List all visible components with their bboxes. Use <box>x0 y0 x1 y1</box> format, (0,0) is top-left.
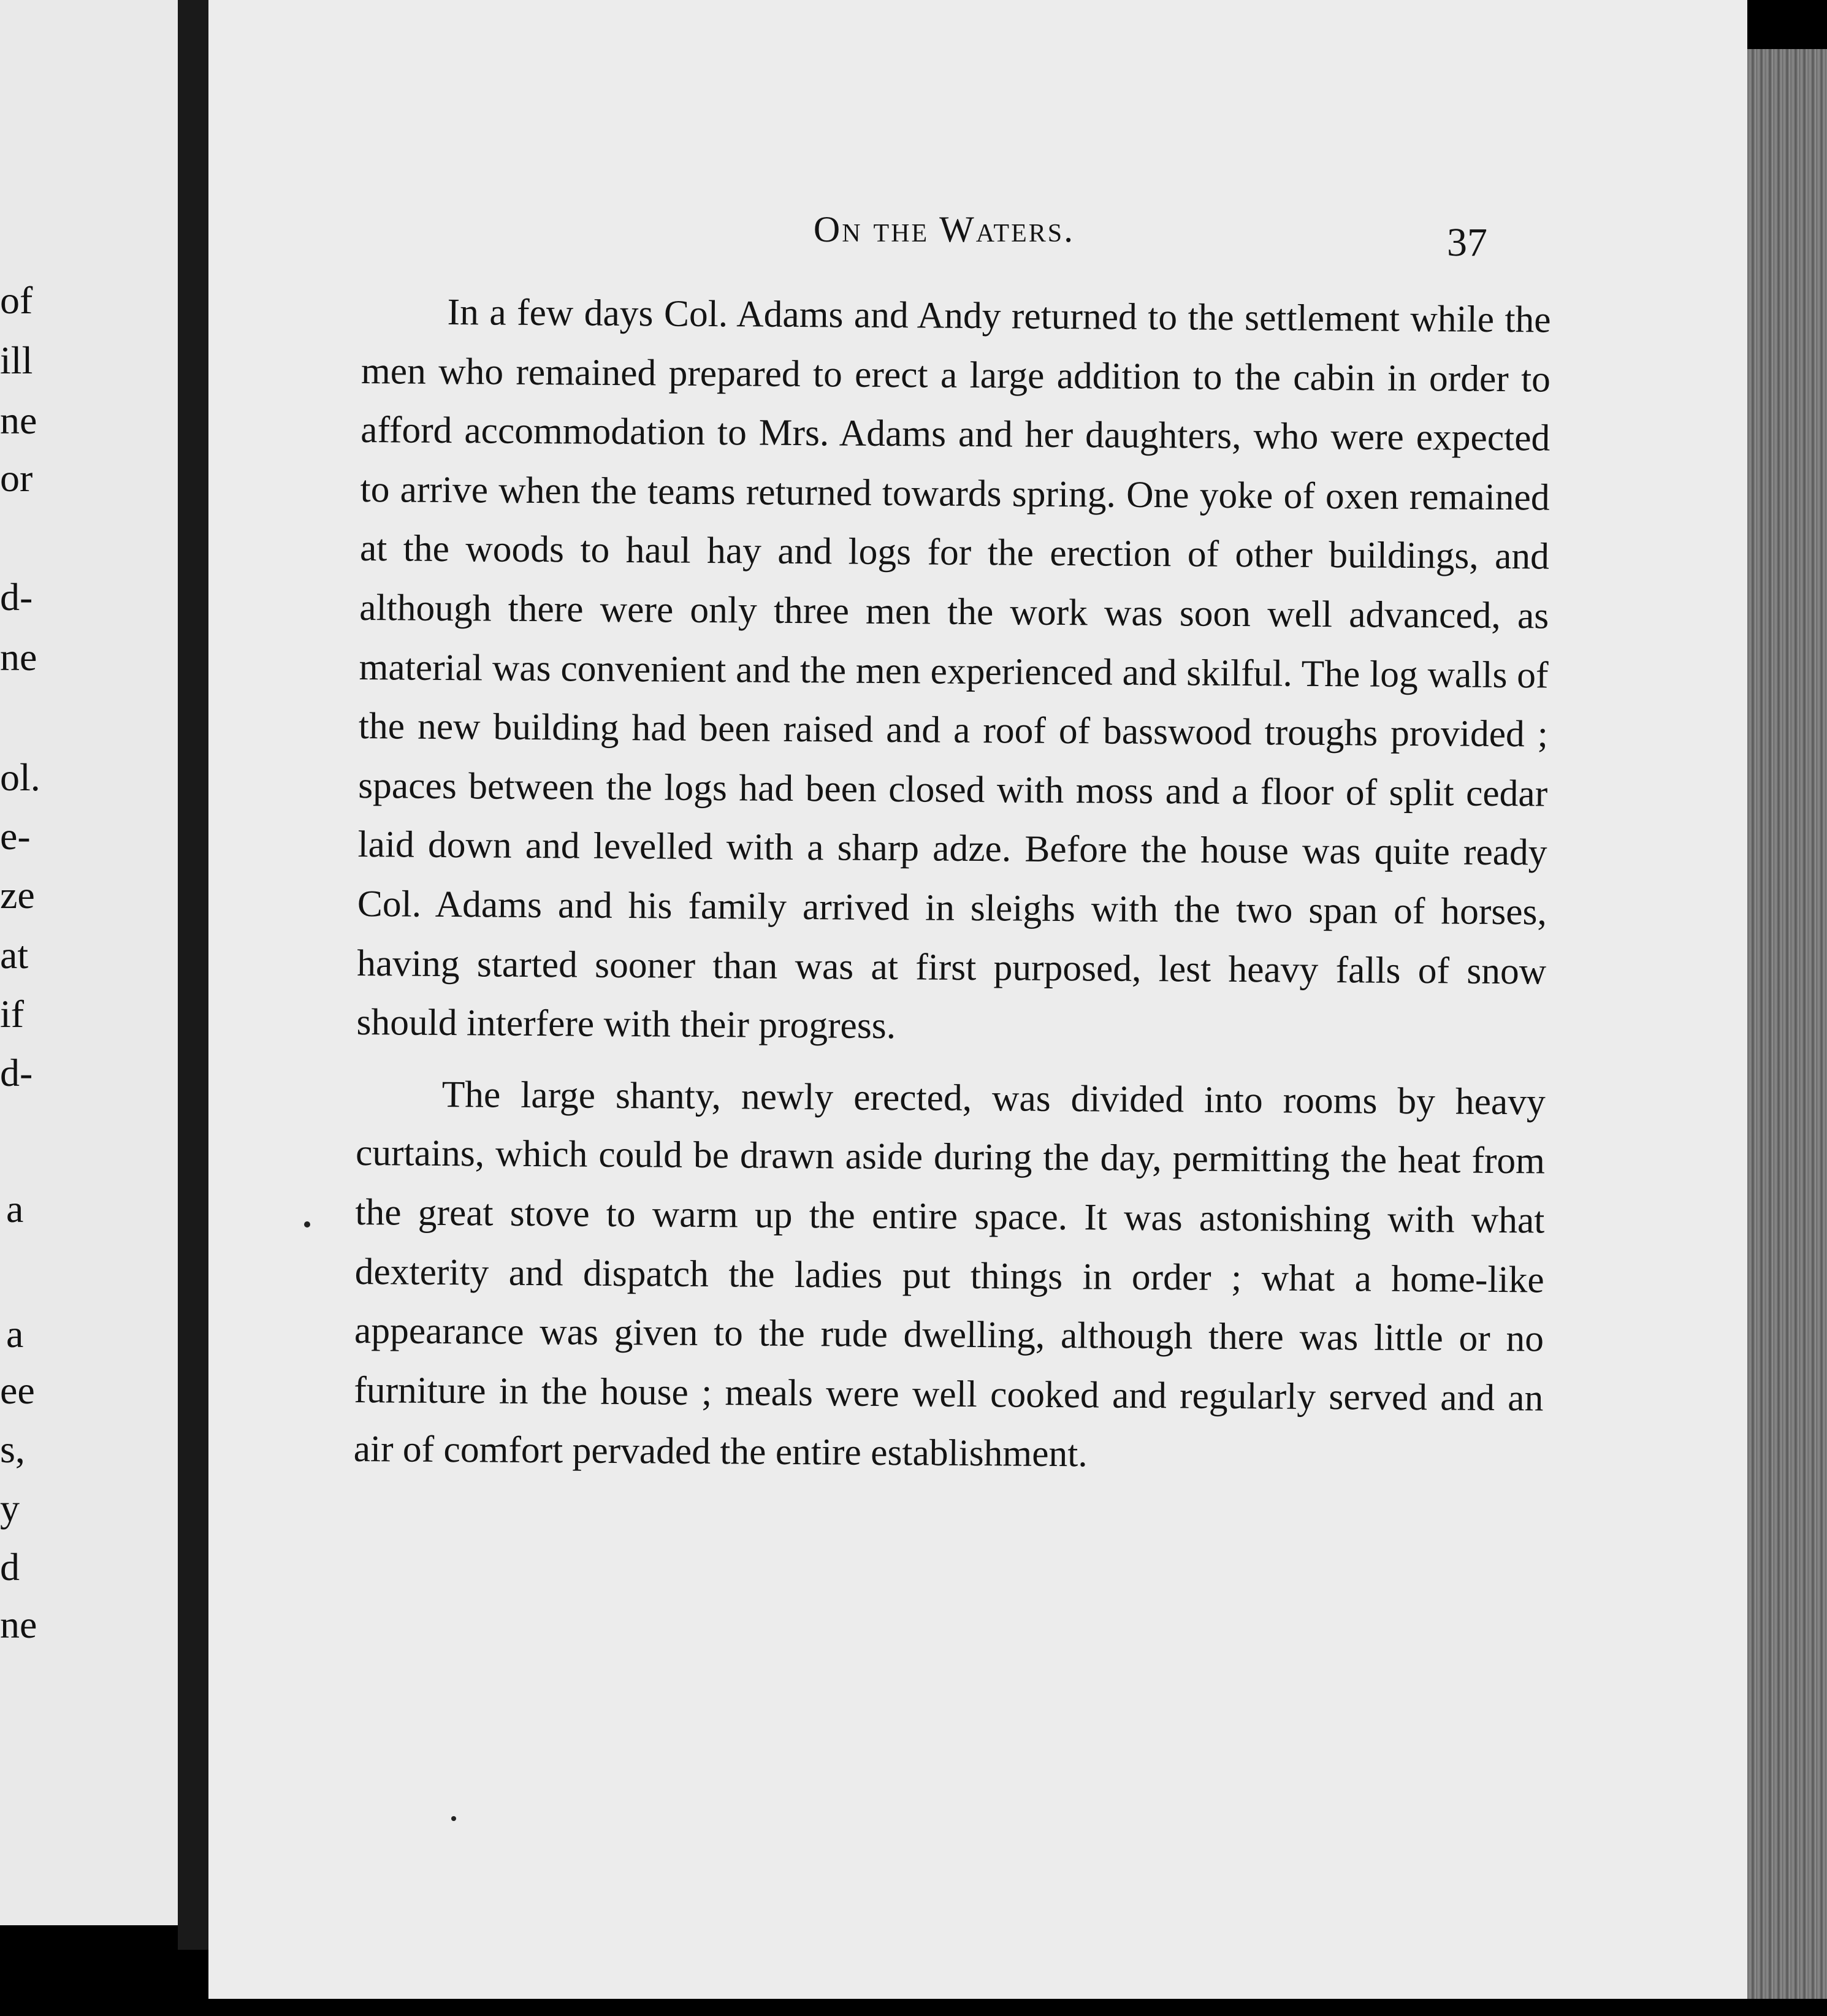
running-head: On the Waters. <box>813 209 1075 250</box>
ink-speck <box>304 1221 310 1228</box>
left-page-fragment: d- <box>0 1051 33 1094</box>
left-page-fragment: of <box>0 278 33 322</box>
ink-speck <box>451 1816 456 1821</box>
left-page-fragment: ne <box>0 1603 37 1646</box>
left-page-fragment: ze <box>0 873 35 917</box>
left-page-fragment: s, <box>0 1427 25 1471</box>
left-page-fragment: e- <box>0 814 31 858</box>
left-page-fragment: ol. <box>0 755 40 799</box>
left-page-fragment: at <box>0 933 29 977</box>
body-text <box>353 282 1551 1487</box>
left-page-fragment: ne <box>0 399 37 442</box>
left-page-fragment: ill <box>0 338 33 382</box>
left-page-fragment: or <box>0 456 33 500</box>
left-page-fragment: d <box>0 1545 20 1589</box>
left-page-fragment: d- <box>0 575 33 619</box>
page-edges <box>1747 49 1827 1999</box>
page-number: 37 <box>1447 220 1487 265</box>
book-gutter <box>178 0 208 1950</box>
paragraph: The large shanty, newly erected, was divided into rooms by heavy curtains, which could be drawn aside during the day, permitting the heat from the great stove to warm up the entire space. It was astonishing with what dexterity and dispatch the ladies put things in order ; what a home-like appearance was given to the rude dwelling, although there was little or no furniture in the house ; meals were well cooked and regularly served and an air of comfort pervaded the entire establishment. <box>353 1073 1546 1475</box>
left-page-fragment: if <box>0 992 25 1036</box>
left-page-fragment: ee <box>0 1369 35 1412</box>
previous-page-edge <box>0 0 178 1925</box>
left-page-fragment: y <box>0 1486 20 1530</box>
left-page-fragment: a <box>6 1187 24 1231</box>
left-page-fragment: a <box>6 1312 24 1356</box>
paragraph: In a few days Col. Adams and Andy returned to the settlement while the men who remained prepared to erect a large addition to the cabin in order to afford accommodation to Mrs. Adams and her daughters, who were expected to arrive when the teams returned towards spring. One yoke of oxen remained at the woods to haul hay and logs for the erection of other buildings, and although there were only three men the work was soon well advanced, as material was convenient and the men experienced and skilful. The log walls of the new building had been raised and a roof of basswood troughs provided ; spaces between the logs had been closed with moss and a floor of split cedar laid down and levelled with a sharp adze. Before the house was quite ready Col. Adams and his family arrived in sleighs with the two span of horses, having started sooner than was at first purposed, lest heavy falls of snow should interfere with their progress. <box>356 291 1551 1047</box>
left-page-fragment: ne <box>0 635 37 679</box>
